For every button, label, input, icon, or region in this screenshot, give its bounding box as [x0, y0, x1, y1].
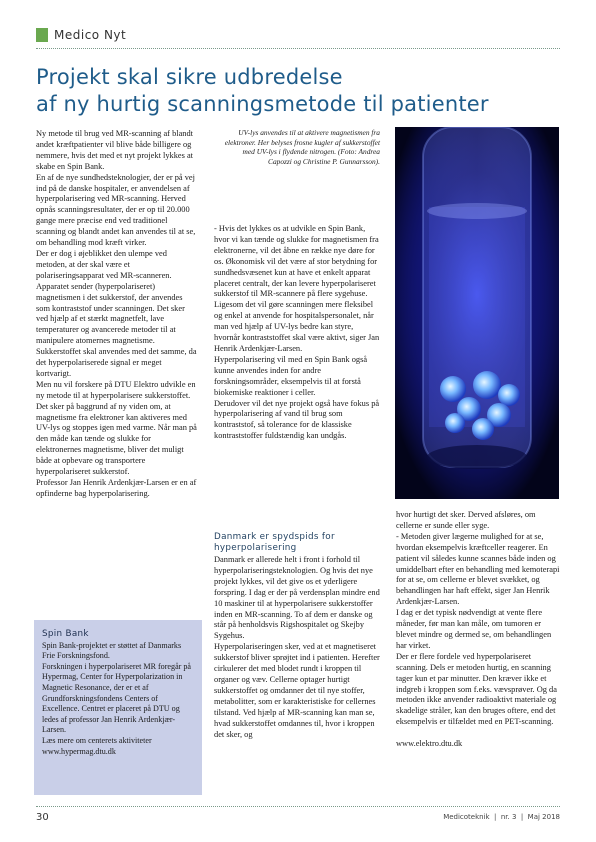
photo-illustration: [395, 127, 559, 499]
photo-caption: UV-lys anvendes til at aktivere magnetismen fra elektroner. Her belyses frosne kugler af sukkerstoffet med UV-lys i flydende nitrogen. (Foto: Andrea Capozzi og Christine P. Gunnarsson).: [224, 128, 380, 166]
section-header: [36, 27, 126, 43]
body-column-2-continued: [214, 532, 380, 740]
paragraph: En af de nye sundhedsteknologier, der er på vej ind på de danske hospitaler, er anvendelsen af hyperpolarisering ved MR-scanning. Herved opnås scanningsresultater, der er op til 20.000 gange mere præcise end ved traditionel scanning og blandt andet kan anvendes til at se, om behandling mod kræft virker.: [36, 172, 196, 248]
fact-box-paragraph: Spin Bank-projektet er støttet af Danmarks Frie Forskningsfond.: [42, 640, 182, 661]
body-column-3: [396, 510, 560, 750]
uv-light-photo: [395, 127, 559, 499]
paragraph: Hyperpolarisering vil med en Spin Bank også kunne anvendes inden for andre forskningsområder, eksempelvis til at forstå biokemiske reaktioner i celler.: [214, 354, 368, 397]
title-line-2: af ny hurtig scanningsmetode til patienter: [36, 92, 489, 116]
page-number: 30: [36, 812, 49, 823]
paragraph: - Metoden giver lægerne mulighed for at se, hvordan eksempelvis kræftceller reagerer. En patient vil således kunne scannes både inden og umiddelbart efter en behandling med kemoterapi for at se, om cellerne er blevet svækket, og behandlingen har haft effekt, siger Jan Henrik Ardenkjær-Larsen.: [396, 531, 560, 607]
paragraph: Derudover vil det nye projekt også have fokus på hyperpolarisering af vand til brug som kontraststof, så tolerance for de klassiske kontraststoffer fuldstændig kan undgås.: [214, 398, 380, 441]
header-divider: [36, 48, 560, 49]
paragraph: Der er flere fordele ved hyperpolariseret scanning. Dels er metoden hurtig, en scanning tager kun et par minutter. Den kræver ikke et indgreb i kroppen som f.eks. vævsprøver. Og da metoden ikke anvender radioaktivt materiale og skadelige stråler, kan den bruges oftere, end det eksempelvis er tilfældet med en PET-scanning.: [396, 651, 557, 727]
fact-box-paragraph: Forskningen i hyperpolariseret MR foregår på Hypermag, Center for Hyperpolarization in Magnetic Resonance, der er et af Grundforskningsfondens Centers of Excellence. Centret er placeret på DTU og ledes af professor Jan Henrik Ardenkjær-Larsen.: [42, 661, 192, 735]
body-column-1: [36, 129, 198, 500]
website-link[interactable]: www.elektro.dtu.dk: [396, 739, 463, 749]
title-line-1: Projekt skal sikre udbredelse: [36, 65, 343, 89]
subheading: Danmark er spydspids for hyperpolarisering: [214, 532, 335, 553]
fact-box-title: Spin Bank: [42, 629, 89, 639]
lead-paragraph: Ny metode til brug ved MR-scanning af blandt andet kræftpatienter vil blive både billigere og nemmere, hvis det med et nyt projekt lykkes at skabe en Spin Bank.: [36, 129, 193, 171]
body-column-2: [214, 224, 380, 442]
fact-box-spin-bank: [34, 620, 202, 795]
paragraph: Danmark er allerede helt i front i forhold til hyperpolariseringsteknologien. Og hvis det nye projekt lykkes, vil det give os et yderligere forspring. I dag er der på verdensplan mindre end 10 maskiner til at hyperpolarisere sukkerstoffer inden en MR-scanning. To af dem er danske og står på henholdsvis Rigshospitalet og Skejby Sygehus.: [214, 555, 380, 641]
paragraph: Professor Jan Henrik Ardenkjær-Larsen er en af opfinderne bag hyperpolarisering.: [36, 478, 197, 498]
paragraph: hvor hurtigt det sker. Derved afsløres, om cellerne er sunde eller syge.: [396, 510, 536, 530]
paragraph: - Hvis det lykkes os at udvikle en Spin Bank, hvor vi kan tænde og slukke for magnetismen fra elektronerne, vil det åbne en række nye døre for os. Økonomisk vil det være af stor betydning for sundhedsvæsenet kun at have et enkelt apparat placeret centralt, der kan levere hyperpolariseret sukkerstof til MR-scannere på flere sygehuse. Ligesom det vil gøre scanningen mere fleksibel og enkel at anvende for hospitalspersonalet, når man ved hjælp af UV-lys bedre kan styre, hvornår kontraststoffet skal være aktivt, siger Jan Henrik Ardenkjær-Larsen.: [214, 224, 380, 353]
footer-publication-info: Medicoteknik | nr. 3 | Maj 2018: [443, 813, 560, 821]
article-title: [36, 64, 556, 118]
paragraph: Hyperpolariseringen sker, ved at et magnetiseret sukkerstof bliver sprøjtet ind i patienten. Herefter cirkulerer det med blodet rundt i kroppen til organer og væv. Cellerne optager hurtigt sukkerstoffet og omdanner det til nye stoffer, metabolitter, som er karakteristiske for cellernes tilstand. Ved hjælp af MR-scanning kan man se, hvad sukkerstoffet omdannes til, hvor i kroppen det sker, og: [214, 642, 380, 739]
fact-box-link[interactable]: www.hypermag.dtu.dk: [42, 746, 116, 756]
section-label: Medico Nyt: [54, 28, 127, 42]
paragraph: Men nu vil forskere på DTU Elektro udvikle en ny metode til at hyperpolarisere sukkerstoffet. Det sker på baggrund af ny viden om, at magnetisme fra elektroner kan aktiveres med UV-lys og stoppes igen med varme. Når man på den måde kan tænde og slukke for elektronernes magnetisme, bliver det muligt både at opbevare og transportere hyperpolariseret sukkerstof.: [36, 379, 197, 477]
footer-divider: [36, 806, 560, 807]
paragraph: Der er dog i øjeblikket den ulempe ved metoden, at der skal være et polariseringsapparat ved MR-scanneren. Apparatet sender (hyperpolariseret) magnetismen i det sukkerstof, der anvendes som kontraststof under scanningen. Det sker ved hjælp af et stærkt magnetfelt, lave temperaturer og avancerede metoder til at manipulere atomernes magnetisme. Sukkerstoffet skal anvendes med det samme, da det hyperpolariserede signal er meget kortvarigt.: [36, 248, 197, 378]
section-marker-square: [36, 28, 48, 42]
paragraph: I dag er det typisk nødvendigt at vente flere måneder, før man kan måle, om tumoren er blevet mindre og dermed se, om behandlingen har virket.: [396, 608, 552, 650]
fact-box-paragraph: Læs mere om centerets aktiviteter: [42, 735, 152, 745]
